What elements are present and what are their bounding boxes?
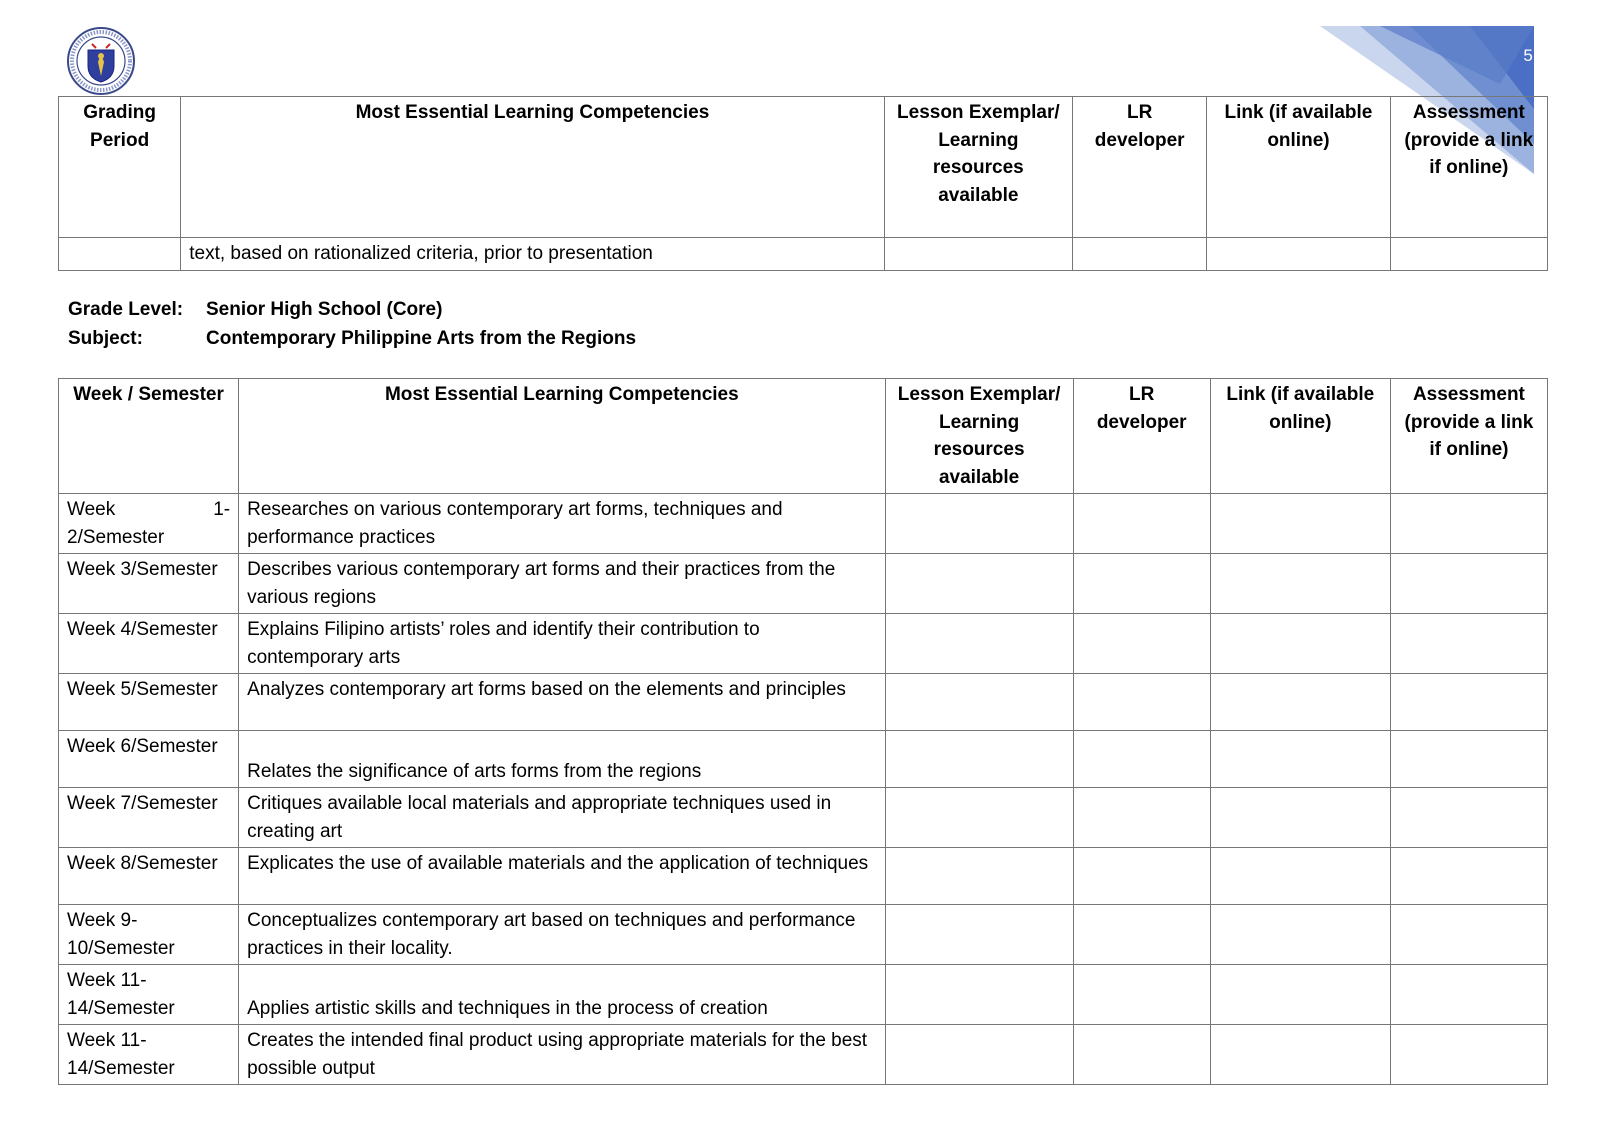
cell-link (1210, 965, 1390, 1025)
cell-competency: Creates the intended final product using appropriate materials for the best possible output (239, 1025, 885, 1085)
cell-assessment (1390, 238, 1547, 271)
cell-developer (1073, 614, 1210, 674)
table-row (59, 1025, 1548, 1085)
cell-competency: Relates the significance of arts forms from the regions (239, 731, 885, 788)
cell-week: Week 6/Semester (59, 731, 239, 788)
cell-assessment (1390, 494, 1547, 554)
cell-developer (1073, 788, 1210, 848)
table-row (59, 614, 1548, 674)
header-competencies: Most Essential Learning Competencies (181, 97, 884, 238)
table-row (59, 674, 1548, 731)
deped-seal-logo (66, 26, 136, 96)
cell-week: Week 5/Semester (59, 674, 239, 731)
cell-link (1210, 674, 1390, 731)
cell-assessment (1390, 905, 1547, 965)
cell-exemplar (885, 494, 1073, 554)
cell-week: Week 3/Semester (59, 554, 239, 614)
cell-developer (1073, 905, 1210, 965)
competency-table-continued (58, 96, 1548, 271)
cell-exemplar (885, 731, 1073, 788)
header-lr-developer: LR developer (1073, 379, 1210, 494)
page-number: 543 (1523, 46, 1555, 65)
cell-link (1210, 788, 1390, 848)
cell-competency: Critiques available local materials and appropriate techniques used in creating art (239, 788, 885, 848)
table-row (59, 731, 1548, 788)
subject-label: Subject: (68, 328, 143, 349)
cell-exemplar (885, 848, 1073, 905)
cell-assessment (1390, 965, 1547, 1025)
cell-link (1207, 238, 1390, 271)
cell-week: Week 11-14/Semester (59, 1025, 239, 1085)
cell-week: Week 9-10/Semester (59, 905, 239, 965)
cell-exemplar (884, 238, 1072, 271)
header-link: Link (if available online) (1210, 379, 1390, 494)
grade-level-value: Senior High School (Core) (206, 299, 443, 320)
cell-exemplar (885, 788, 1073, 848)
cell-week: Week 4/Semester (59, 614, 239, 674)
cell-developer (1073, 554, 1210, 614)
cell-link (1210, 905, 1390, 965)
cell-competency: Analyzes contemporary art forms based on the elements and principles (239, 674, 885, 731)
table-row (59, 494, 1548, 554)
cell-competency: Explains Filipino artists’ roles and identify their contribution to contemporary arts (239, 614, 885, 674)
course-info (68, 295, 636, 353)
cell-competency: Applies artistic skills and techniques in the process of creation (239, 965, 885, 1025)
cell-exemplar (885, 1025, 1073, 1085)
competency-rows (59, 494, 1548, 1085)
cell-exemplar (885, 554, 1073, 614)
subject-value: Contemporary Philippine Arts from the Regions (206, 328, 637, 349)
grade-level-label: Grade Level: (68, 299, 184, 320)
header-week-semester: Week / Semester (59, 379, 239, 494)
table-row (59, 965, 1548, 1025)
header-assessment: Assessment (provide a link if online) (1390, 97, 1547, 238)
cell-link (1210, 848, 1390, 905)
cell-exemplar (885, 905, 1073, 965)
header-lesson-exemplar: Lesson Exemplar/ Learning resources available (885, 379, 1073, 494)
cell-competency: Explicates the use of available materials and the application of techniques (239, 848, 885, 905)
cell-developer (1073, 848, 1210, 905)
cell-competency: Researches on various contemporary art forms, techniques and performance practices (239, 494, 885, 554)
cell-assessment (1390, 848, 1547, 905)
table-row (59, 554, 1548, 614)
cell-period (59, 238, 181, 271)
table-row (59, 905, 1548, 965)
header-lesson-exemplar: Lesson Exemplar/ Learning resources available (884, 97, 1072, 238)
cell-assessment (1390, 554, 1547, 614)
cell-developer (1073, 965, 1210, 1025)
cell-competency: text, based on rationalized criteria, prior to presentation (181, 238, 884, 271)
cell-developer (1073, 1025, 1210, 1085)
cell-week: Week 8/Semester (59, 848, 239, 905)
cell-developer (1073, 494, 1210, 554)
cell-assessment (1390, 614, 1547, 674)
cell-link (1210, 614, 1390, 674)
header-lr-developer: LR developer (1073, 97, 1207, 238)
cell-assessment (1390, 788, 1547, 848)
cell-exemplar (885, 614, 1073, 674)
cell-week: Week 11-14/Semester (59, 965, 239, 1025)
header-assessment: Assessment (provide a link if online) (1390, 379, 1547, 494)
cell-competency: Describes various contemporary art forms and their practices from the various regions (239, 554, 885, 614)
cell-week: Week 7/Semester (59, 788, 239, 848)
cell-developer (1073, 731, 1210, 788)
cell-competency: Conceptualizes contemporary art based on techniques and performance practices in their locality. (239, 905, 885, 965)
cell-developer (1073, 238, 1207, 271)
cell-week: Week 1-2/Semester (59, 494, 239, 554)
table-row (59, 848, 1548, 905)
header-link: Link (if available online) (1207, 97, 1390, 238)
competency-table (58, 378, 1548, 1085)
header-grading-period: Grading Period (59, 97, 181, 238)
cell-exemplar (885, 674, 1073, 731)
cell-link (1210, 1025, 1390, 1085)
table-row (59, 788, 1548, 848)
cell-assessment (1390, 731, 1547, 788)
cell-link (1210, 494, 1390, 554)
cell-link (1210, 731, 1390, 788)
cell-link (1210, 554, 1390, 614)
cell-developer (1073, 674, 1210, 731)
header-competencies: Most Essential Learning Competencies (239, 379, 885, 494)
cell-assessment (1390, 674, 1547, 731)
cell-assessment (1390, 1025, 1547, 1085)
table-row (59, 238, 1548, 271)
cell-exemplar (885, 965, 1073, 1025)
